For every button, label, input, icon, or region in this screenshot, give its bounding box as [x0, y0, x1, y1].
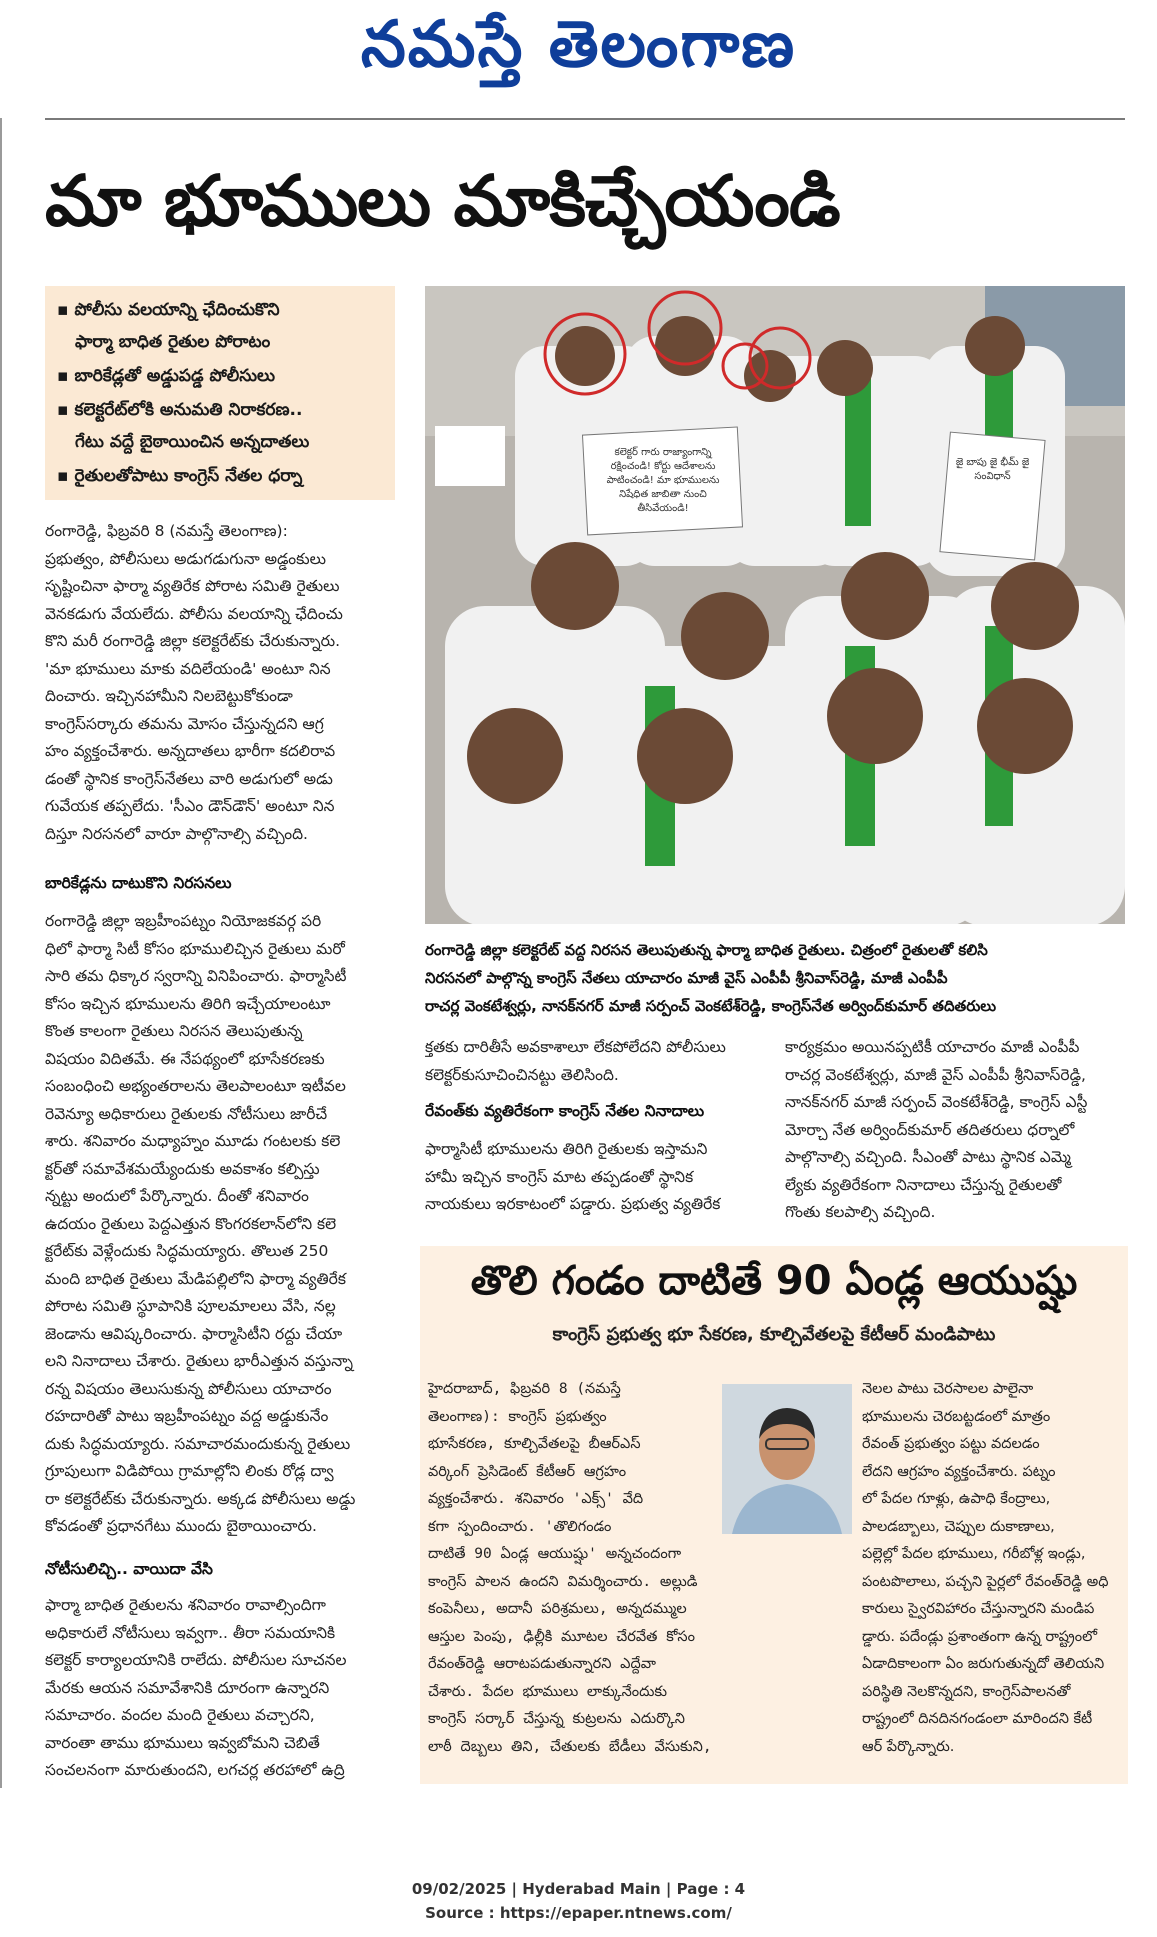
text-line: క్టర్‌తో సమావేశమయ్యేందుకు అవకాశం కల్పిస్తు: [45, 1159, 320, 1178]
ktr-column2-top: [862, 1376, 1118, 1541]
text-line: చేశారు. పేదల భూములు లాక్కునేందుకు: [428, 1683, 667, 1700]
text-line: లాఠీ దెబ్బలు తిని, చేతులకు బేడీలు వేసుకుని,: [428, 1738, 712, 1755]
text-line: ఫార్మాసిటీ భూములను తిరిగి రైతులకు ఇస్తామని: [425, 1140, 708, 1158]
highlight-item-cont: ఫార్మా బాధిత రైతుల పోరాటం: [75, 332, 271, 352]
placard-text: కలెక్టర్ గారు రాజ్యాంగాన్ని రక్షించండి! కోర్టు ఆదేశాలను పాటించండి! మా భూములను నిషేధిత జాబితా నుంచి తీసివేయండి!: [606, 447, 720, 514]
masthead: నమస్తే తెలంగాణ: [360, 8, 797, 82]
text-line: కార్యక్రమం అయినప్పటికీ యాచారం మాజీ ఎంపీపీ: [785, 1038, 1080, 1056]
caption-line: రంగారెడ్డి జిల్లా కలెక్టరేట్ వద్ద నిరసన తెలుపుతున్న ఫార్మా బాధిత రైతులు. చిత్రంలో రైతులతో కలిసి: [425, 941, 988, 959]
text-line: కొంత కాలంగా రైతులు నిరసన తెలుపుతున్న: [45, 1022, 303, 1040]
text-line: కారులు స్వైరవిహారం చేస్తున్నారని మండిప: [862, 1601, 1095, 1617]
text-line: గొంతు కలపాల్సి వచ్చింది.: [785, 1203, 936, 1221]
text-line: న్నట్టు అందులో పేర్కొన్నారు. దీంతో శనివారం: [45, 1187, 309, 1205]
text-line: పాలడబ్బాలు, చెప్పుల దుకాణాలు,: [862, 1518, 1055, 1535]
text-line: డంతో స్థానిక కాంగ్రెస్‌నేతలు వారి అడుగులో అడు: [45, 769, 333, 788]
text-line: రహదారితో పాటు ఇబ్రహీంపట్నం వద్ద అడ్డుకునేం: [45, 1407, 329, 1425]
text-line: పోరాట సమితి స్థూపానికి పూలమాలలు వేసి, నల్ల: [45, 1297, 336, 1315]
bullet-icon: ▪: [57, 466, 69, 486]
footer-source: Source : https://epaper.ntnews.com/: [425, 1904, 732, 1922]
text-line: సంబంధించి అభ్యంతరాలను తెలపాలంటూ ఇటీవల: [45, 1077, 346, 1095]
ktr-portrait: [722, 1384, 852, 1534]
text-line: కలెక్టర్‌కుసూచించినట్టు తెలిసింది.: [425, 1065, 619, 1084]
highlight-item-cont: గేటు వద్దే బైఠాయించిన అన్నదాతలు: [75, 432, 310, 452]
text-line: రంగారెడ్డి, ఫిబ్రవరి 8 (నమస్తే తెలంగాణ):: [45, 522, 288, 540]
text-line: ప్రభుత్వం, పోలీసులు అడుగడుగునా అడ్డంకులు: [45, 549, 326, 568]
text-line: సంచలనంగా మారుతుందని, లగచర్ల తరహాలో ఉద్రి: [45, 1761, 345, 1779]
text-line: రంగారెడ్డి జిల్లా ఇబ్రహీంపట్నం నియోజకవర్గ పరి: [45, 912, 322, 930]
page-left-border: [0, 118, 2, 1788]
text-line: రా కలెక్టరేట్‌కు చేరుకున్నారు. అక్కడ పోలీసులు అడ్డు: [45, 1489, 356, 1508]
text-line: రన్న విషయం తెలుసుకున్న పోలీసులు యాచారం: [45, 1379, 332, 1398]
text-line: లో పేదల గూళ్లు, ఉపాధి కేంద్రాలు,: [862, 1491, 1051, 1507]
bullet-icon: ▪: [57, 400, 69, 420]
footer-date-edition: 09/02/2025 | Hyderabad Main | Page : 4: [411, 1880, 746, 1898]
text-line: ఉదయం రైతులు పెద్దఎత్తున కొంగరకలాన్‌లోని కలె: [45, 1214, 337, 1233]
portrait-illustration: [722, 1384, 852, 1534]
ktr-column1-bottom: [428, 1541, 846, 1761]
text-line: దాటితే 90 ఏండ్ల ఆయుష్షు' అన్నచందంగా: [428, 1546, 682, 1562]
text-line: కంపెనీలు, అదానీ పరిశ్రమలు, అన్నదమ్ముల: [428, 1601, 687, 1617]
text-line: పరిస్థితి నెలకొన్నదని, కాంగ్రెస్‌పాలనతో: [862, 1683, 1071, 1700]
text-line: సారి తమ ధిక్కార స్వరాన్ని వినిపించారు. ఫార్మాసిటీ: [45, 967, 347, 985]
text-line: కలెక్టర్ కార్యాలయానికి రాలేదు. పోలీసుల సూచనల: [45, 1651, 347, 1669]
text-line: ఫార్మా బాధిత రైతులను శనివారం రావాల్సిందిగా: [45, 1596, 326, 1614]
text-line: వర్కింగ్ ప్రెసిడెంట్ కేటీఆర్ ఆగ్రహం: [428, 1463, 627, 1480]
text-line: మంది బాధిత రైతులు మేడిపల్లిలోని ఫార్మా వ్యతిరేక: [45, 1269, 346, 1288]
text-line: భూసేకరణ, కూల్చివేతలపై బీఆర్‌ఎస్: [428, 1436, 641, 1452]
text-line: రేవంత్ ప్రభుత్వం పట్టు వదలడం: [862, 1436, 1040, 1452]
highlight-item: ▪ కలెక్టరేట్‌లోకి అనుమతి నిరాకరణ..: [57, 400, 303, 420]
text-line: దిస్తూ నిరసనలో వారూ పాల్గొనాల్సి వచ్చింది.: [45, 824, 308, 843]
text-line: జెండాను ఆవిష్కరించారు. ఫార్మాసిటీని రద్దు చేయా: [45, 1324, 343, 1343]
text-line: కోసం ఇచ్చిన భూములను తిరిగి ఇచ్చేయాలంటూ: [45, 994, 331, 1013]
text-line: డ్డారు. పదేండ్లు ప్రశాంతంగా ఉన్న రాష్ట్రంలో: [862, 1628, 1098, 1645]
text-line: కాంగ్రెస్ సర్కార్ చేస్తున్న కుట్రలను ఎదుర్కొని: [428, 1711, 685, 1727]
text-line: భూములను చెరబట్టడంలో మాత్రం: [862, 1408, 1051, 1425]
text-line: గ్రూపులుగా విడిపోయి గ్రామాల్లోని లింకు రోడ్ల ద్వా: [45, 1462, 334, 1480]
text-line: రాష్ట్రంలో దినదినగండంలా మారిందని కేటీ: [862, 1711, 1093, 1727]
text-line: రెవెన్యూ అధికారులు రైతులకు నోటీసులు జారీచే: [45, 1104, 328, 1123]
bullet-icon: ▪: [57, 300, 69, 320]
text-line: సృష్టించినా ఫార్మా వ్యతిరేక పోరాట సమితి రైతులు: [45, 577, 340, 595]
text-line: క్టరేట్‌కు వెళ్లేందుకు సిద్ధమయ్యారు. తొలుత 250: [45, 1242, 329, 1260]
text-line: శారు. శనివారం మధ్యాహ్నం మూడు గంటలకు కలె: [45, 1132, 341, 1150]
subheading-barricades: బారికేడ్లను దాటుకొని నిరసనలు: [45, 874, 232, 892]
text-line: హం వ్యక్తంచేశారు. అన్నదాతలు భారీగా కదలిరావ: [45, 742, 336, 760]
highlights-box: [45, 286, 395, 500]
placard-text-2: జై బాపు జై భీమ్ జై సంవిధాన్: [955, 457, 1030, 482]
text-line: రాచర్ల వెంకటేశ్వర్లు, మాజీ వైస్ ఎంపీపీ శ్రీనివాస్‌రెడ్డి,: [785, 1065, 1086, 1084]
text-line: హైదరాబాద్, ఫిబ్రవరి 8 (నమస్తే: [428, 1381, 621, 1397]
ktr-story-subtitle: కాంగ్రెస్ ప్రభుత్వ భూ సేకరణ, కూల్చివేతలపై కేటీఆర్ మండిపాటు: [552, 1324, 996, 1345]
text-line: వెనకడుగు వేయలేదు. పోలీసు వలయాన్ని ఛేదించు: [45, 604, 343, 623]
bullet-icon: ▪: [57, 366, 69, 386]
subheading-notices: నోటీసులిచ్చి.. వాయిదా వేసి: [45, 1560, 213, 1578]
text-line: వ్యక్తంచేశారు. శనివారం 'ఎక్స్' వేది: [428, 1491, 644, 1507]
text-line: ల్యేకు వ్యతిరేకంగా నినాదాలు చేస్తున్న రైతులతో: [785, 1175, 1062, 1194]
photo-caption: [425, 936, 1125, 1020]
highlight-item: ▪ పోలీసు వలయాన్ని ఛేదించుకొని: [57, 300, 280, 320]
text-line: అధికారులే నోటీసులు ఇవ్వగా.. తీరా సమయానికి: [45, 1623, 336, 1642]
text-line: దించారు. ఇచ్చినహామీని నిలబెట్టుకోకుండా: [45, 687, 293, 705]
text-line: నానక్‌నగర్ మాజీ సర్పంచ్ వెంకటేశ్‌రెడ్డి, కాంగ్రెస్ ఎస్టీ: [785, 1093, 1088, 1111]
text-line: కగా స్పందించారు. 'తొలిగండం: [428, 1518, 612, 1535]
text-line: వారంతా తాము భూములు ఇవ్వబోమని చెబితే: [45, 1733, 320, 1752]
text-line: విషయం విదితమే. ఈ నేపథ్యంలో భూసేకరణకు: [45, 1049, 325, 1068]
text-line: సమాచారం. వందల మంది రైతులు వచ్చారని,: [45, 1706, 315, 1724]
text-line: దుకు సిద్ధమయ్యారు. సమాచారమందుకున్న రైతులు: [45, 1434, 351, 1453]
text-line: పంటపొలాలు, పచ్చని పైర్లలో రేవంత్‌రెడ్డి అధి: [862, 1573, 1109, 1590]
text-line: హామీ ఇచ్చిన కాంగ్రెస్ మాట తప్పడంతో స్థానిక: [425, 1167, 694, 1186]
text-line: ధిలో ఫార్మా సిటీ కోసం భూములిచ్చిన రైతులు మరో: [45, 939, 345, 958]
text-line: ఏడాదికాలంగా ఏం జరుగుతున్నదో తెలియని: [862, 1656, 1105, 1672]
caption-line: నిరసనలో పాల్గొన్న కాంగ్రెస్ నేతలు యాచారం మాజీ వైస్ ఎంపీపీ శ్రీనివాస్‌రెడ్డి, మాజీ ఎంపీపీ: [425, 969, 948, 987]
text-line: నెలల పాటు చెరసాలల పాలైనా: [862, 1381, 1034, 1397]
text-line: మేరకు ఆయన సమావేశానికి దూరంగా ఉన్నారని: [45, 1678, 330, 1697]
text-line: రేవంత్‌రెడ్డి ఆరాటపడుతున్నారని ఎద్దేవా: [428, 1656, 656, 1672]
text-line: లని నినాదాలు చేశారు. రైతులు భారీఎత్తున వస్తున్నా: [45, 1352, 354, 1370]
left-column-part2: [45, 908, 395, 1541]
text-line: మోర్చా నేత అర్వింద్‌కుమార్ తదితరులు ధర్నాలో: [785, 1120, 1075, 1139]
text-line: క్తతకు దారితీసే అవకాశాలూ లేకపోలేదని పోలీసులు: [425, 1038, 726, 1056]
text-line: తెలంగాణ): కాంగ్రెస్ ప్రభుత్వం: [428, 1408, 607, 1425]
protest-photo: [425, 286, 1125, 924]
text-line: కోవడంతో ప్రధానగేటు ముందు బైఠాయించారు.: [45, 1517, 317, 1535]
text-line: కాంగ్రెస్ పాలన ఉందని విమర్శించారు. అల్లుడి: [428, 1573, 698, 1590]
middle-column-part1: [425, 1034, 765, 1089]
highlight-item: ▪ బారికేడ్లతో అడ్డుపడ్డ పోలీసులు: [57, 366, 275, 386]
text-line: కాంగ్రెస్‌సర్కారు తమను మోసం చేస్తున్నదని ఆగ్ర: [45, 714, 324, 733]
masthead-divider: [45, 118, 1125, 120]
text-line: ఆర్ పేర్కొన్నారు.: [862, 1738, 955, 1755]
highlight-item: ▪ రైతులతోపాటు కాంగ్రెస్ నేతల ధర్నా: [57, 466, 303, 486]
main-headline: మా భూములు మాకిచ్చేయండి: [45, 160, 840, 242]
text-line: గువేయక తప్పలేదు. 'సీఎం డౌన్‌డౌన్' అంటూ నిన: [45, 797, 335, 815]
ktr-column1-top: [428, 1376, 716, 1541]
protest-photo-illustration: [425, 286, 1125, 924]
text-line: కొని మరీ రంగారెడ్డి జిల్లా కలెక్టరేట్‌కు చేరుకున్నారు.: [45, 632, 341, 650]
ktr-column2-bottom: [862, 1541, 1118, 1761]
text-line: పాల్గొనాల్సి వచ్చింది. సీఎంతో పాటు స్థానిక ఎమ్మె: [785, 1148, 1071, 1166]
caption-line: రాచర్ల వెంకటేశ్వర్లు, నానక్‌నగర్ మాజీ సర్పంచ్ వెంకటేశ్‌రెడ్డి, కాంగ్రెస్‌నేత అర్వింద్‌కుమార్ తదితరులు: [425, 997, 997, 1015]
left-column-part3: [45, 1592, 395, 1785]
text-line: పల్లెల్లో పేదల భూములు, గరీబోళ్ల ఇండ్లు,: [862, 1546, 1086, 1562]
text-line: నాయకులు ఇరకాటంలో పడ్డారు. ప్రభుత్వ వ్యతిరేక: [425, 1195, 721, 1213]
right-column: [785, 1034, 1125, 1227]
middle-column-part2: [425, 1136, 765, 1219]
text-line: 'మా భూములు మాకు వదిలేయండి' అంటూ నిన: [45, 659, 331, 678]
ktr-story-title: తొలి గండం దాటితే 90 ఏండ్ల ఆయుష్షు: [470, 1258, 1078, 1304]
text-line: ఆస్తుల పెంపు, ఢిల్లీకి మూటల చేరవేత కోసం: [428, 1628, 695, 1645]
text-line: లేదని ఆగ్రహం వ్యక్తంచేశారు. పట్నం: [862, 1463, 1056, 1480]
left-column-part1: [45, 518, 395, 848]
subheading-slogans: రేవంత్‌కు వ్యతిరేకంగా కాంగ్రెస్ నేతల నినాదాలు: [425, 1102, 705, 1120]
